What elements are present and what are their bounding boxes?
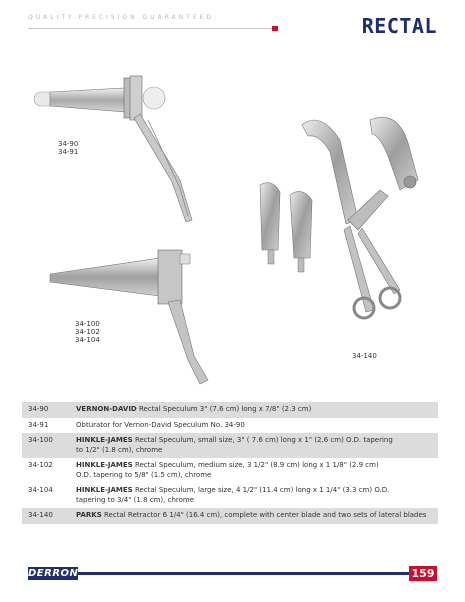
footer-rule <box>78 572 410 575</box>
table-row <box>22 483 438 508</box>
figure-label: 34-91 <box>58 148 79 156</box>
table-row <box>22 458 438 483</box>
brand-logo: DERRON <box>28 568 79 579</box>
description-line: tapering to 3/4" (1.8 cm), chrome <box>76 495 195 504</box>
table-row <box>22 418 438 434</box>
product-name: HINKLE-JAMES <box>76 461 133 469</box>
product-name: HINKLE-JAMES <box>76 436 133 444</box>
product-description <box>72 483 438 508</box>
tagline-accent <box>272 26 278 31</box>
product-description <box>72 433 438 458</box>
figure-label: 34-102 <box>75 328 100 336</box>
product-number: 34-140 <box>22 508 72 524</box>
section-title: RECTAL <box>361 14 437 38</box>
figure-label: 34-104 <box>75 336 100 344</box>
figure-label: 34-100 <box>75 320 100 328</box>
product-number: 34-91 <box>28 420 49 429</box>
description-line: Rectal Speculum, small size, 3" ( 7.6 cm) long x 1" (2.6 cm) O.D. tapering <box>134 436 393 444</box>
product-number: 34-102 <box>28 461 53 469</box>
description-line: Rectal Speculum, medium size, 3 1/2" (8.9 cm) long x 1 1/8" (2.9 cm) <box>134 461 379 469</box>
product-description <box>72 508 438 524</box>
description-line: Obturator for Vernon-David Speculum No. 34-90 <box>76 420 245 429</box>
description-line: O.D. tapering to 5/8" (1.5 cm), chrome <box>76 470 212 479</box>
product-number: 34-100 <box>22 433 72 458</box>
product-number: 34-104 <box>28 486 53 494</box>
product-table <box>22 402 438 524</box>
parks-label: 34-140 <box>352 352 377 360</box>
table-row <box>22 508 438 524</box>
product-description <box>72 458 438 483</box>
product-name: VERNON-DAVID <box>76 405 137 413</box>
table-row <box>22 433 438 458</box>
product-name: HINKLE-JAMES <box>76 486 133 494</box>
vernon-david-labels <box>58 140 78 156</box>
description-line: Rectal Speculum 3" (7.6 cm) long x 7/8" (2.3 cm) <box>138 405 312 413</box>
parks-retractor-image <box>250 100 445 340</box>
product-name: PARKS <box>76 511 102 519</box>
product-description <box>72 418 438 434</box>
description-line: Rectal Speculum, large size, 4 1/2" (11.4 cm) long x 1 1/4" (3.3 cm) O.D. <box>134 486 390 494</box>
table-row <box>22 402 438 418</box>
product-number: 34-90 <box>22 402 72 418</box>
figure-label: 34-90 <box>58 140 79 148</box>
hinkle-james-labels <box>75 320 100 344</box>
hinkle-james-speculum-image <box>40 240 230 390</box>
product-description <box>72 402 438 418</box>
description-line: to 1/2" (1.8 cm), chrome <box>76 445 163 454</box>
description-line: Rectal Retractor 6 1/4" (16.4 cm), complete with center blade and two sets of lateral blades <box>104 511 427 519</box>
page-number: 159 <box>409 566 437 581</box>
tagline-rule <box>28 28 278 29</box>
tagline: QUALITY.PRECISION.GUARANTEED. <box>28 14 220 21</box>
